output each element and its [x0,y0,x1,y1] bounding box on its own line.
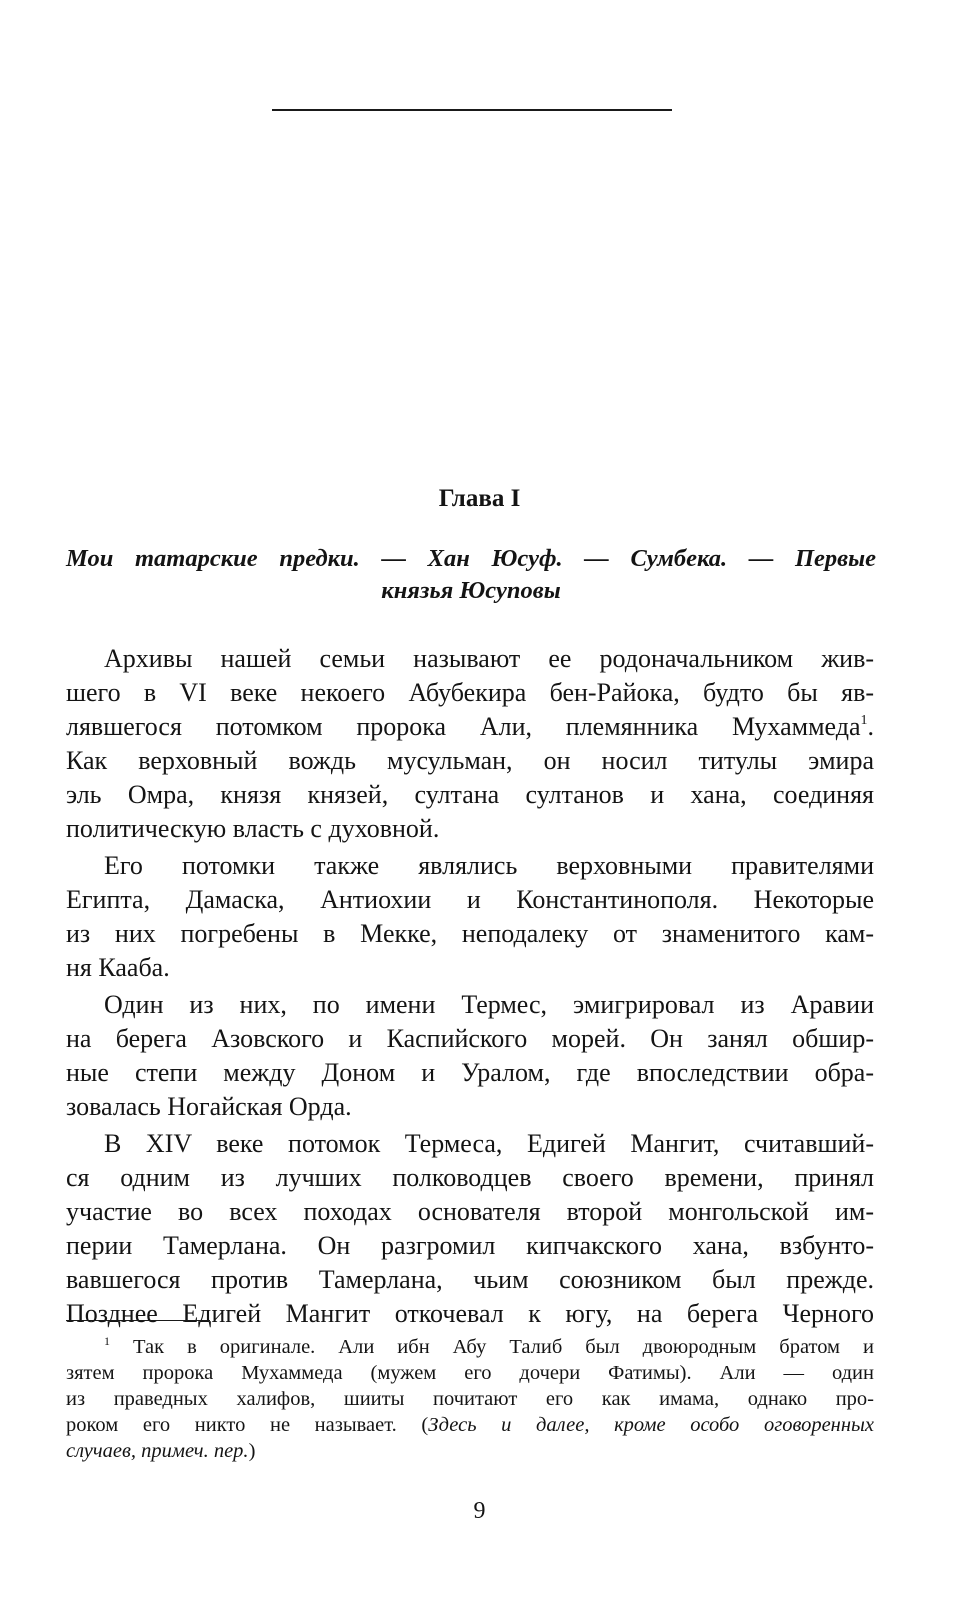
text-fragment: роком его никто не называет. ( [66,1414,429,1436]
text-line: ные степи между Доном и Уралом, где впоследствии обра- [66,1058,874,1087]
text-fragment: лявшегося потомком пророка Али, племянника Мухаммеда [66,712,861,741]
text-line: на берега Азовского и Каспийского морей. Он занял обшир- [66,1024,874,1053]
text-line: Архивы нашей семьи называют ее родоначальником жив- [104,644,874,673]
subtitle-line: Мои татарские предки. — Хан Юсуф. — Сумбека. — Первые [66,545,876,572]
text-line: Один из них, по имени Термес, эмигрировал из Аравии [104,990,874,1019]
text-line: вавшегося против Тамерлана, чьим союзником был прежде. [66,1265,874,1294]
paragraph [66,988,874,1124]
text-line: зовалась Ногайская Орда. [66,1092,352,1121]
chapter-title: Глава I [438,485,521,512]
text-line: Как верховный вождь мусульман, он носил титулы эмира [66,746,874,775]
subtitle-line: князья Юсуповы [381,577,561,604]
footnote-line: зятем пророка Мухаммеда (мужем его дочери Фатимы). Али — один [66,1362,874,1384]
text-line: шего в VI веке некоего Абубекира бен-Райока, будто бы яв- [66,678,874,707]
footnote-line: из праведных халифов, шииты почитают его как имама, однако про- [66,1388,874,1410]
footnote-line [66,1334,874,1360]
footnote-reference[interactable]: 1 [860,713,868,728]
text-line: эль Омра, князя князей, султана султанов и хана, соединяя [66,780,874,809]
text-line: ся одним из лучших полководцев своего времени, принял [66,1163,874,1192]
text-line: участие во всех походах основателя второй монгольской им- [66,1197,874,1226]
top-rule [272,109,672,111]
paragraph [66,642,874,846]
text-line: из них погребены в Мекке, неподалеку от знаменитого кам- [66,919,874,948]
text-fragment-italic: Здесь и далее, кроме особо оговоренных [428,1414,874,1436]
footnote-line [66,1438,874,1464]
text-fragment: . [867,712,874,741]
text-line: ня Кааба. [66,953,170,982]
page-number: 9 [473,1498,486,1524]
text-line: В XIV веке потомок Термеса, Едигей Мангит, считавший- [104,1129,874,1158]
text-line: перии Тамерлана. Он разгромил кипчакского хана, взбунто- [66,1231,874,1260]
text-line: политическую власть с духовной. [66,814,440,843]
text-line [66,710,874,744]
paragraph [66,849,874,985]
text-line: Его потомки также являлись верховными правителями [104,851,874,880]
footnote-separator [66,1320,210,1321]
text-fragment: ) [248,1440,256,1462]
text-line: Египта, Дамаска, Антиохии и Константинополя. Некоторые [66,885,874,914]
chapter-subtitle [66,543,876,607]
text-fragment-italic: случаев, примеч. пер. [66,1440,249,1462]
text-fragment: Так в оригинале. Али ибн Абу Талиб был двоюродным братом и [133,1336,875,1358]
body-text [66,642,874,1334]
text-line: Позднее Едигей Мангит откочевал к югу, на берега Черного [66,1299,874,1328]
footnote-marker: 1 [104,1334,110,1348]
footnote [66,1334,874,1464]
paragraph [66,1127,874,1331]
footnote-line [66,1412,874,1438]
